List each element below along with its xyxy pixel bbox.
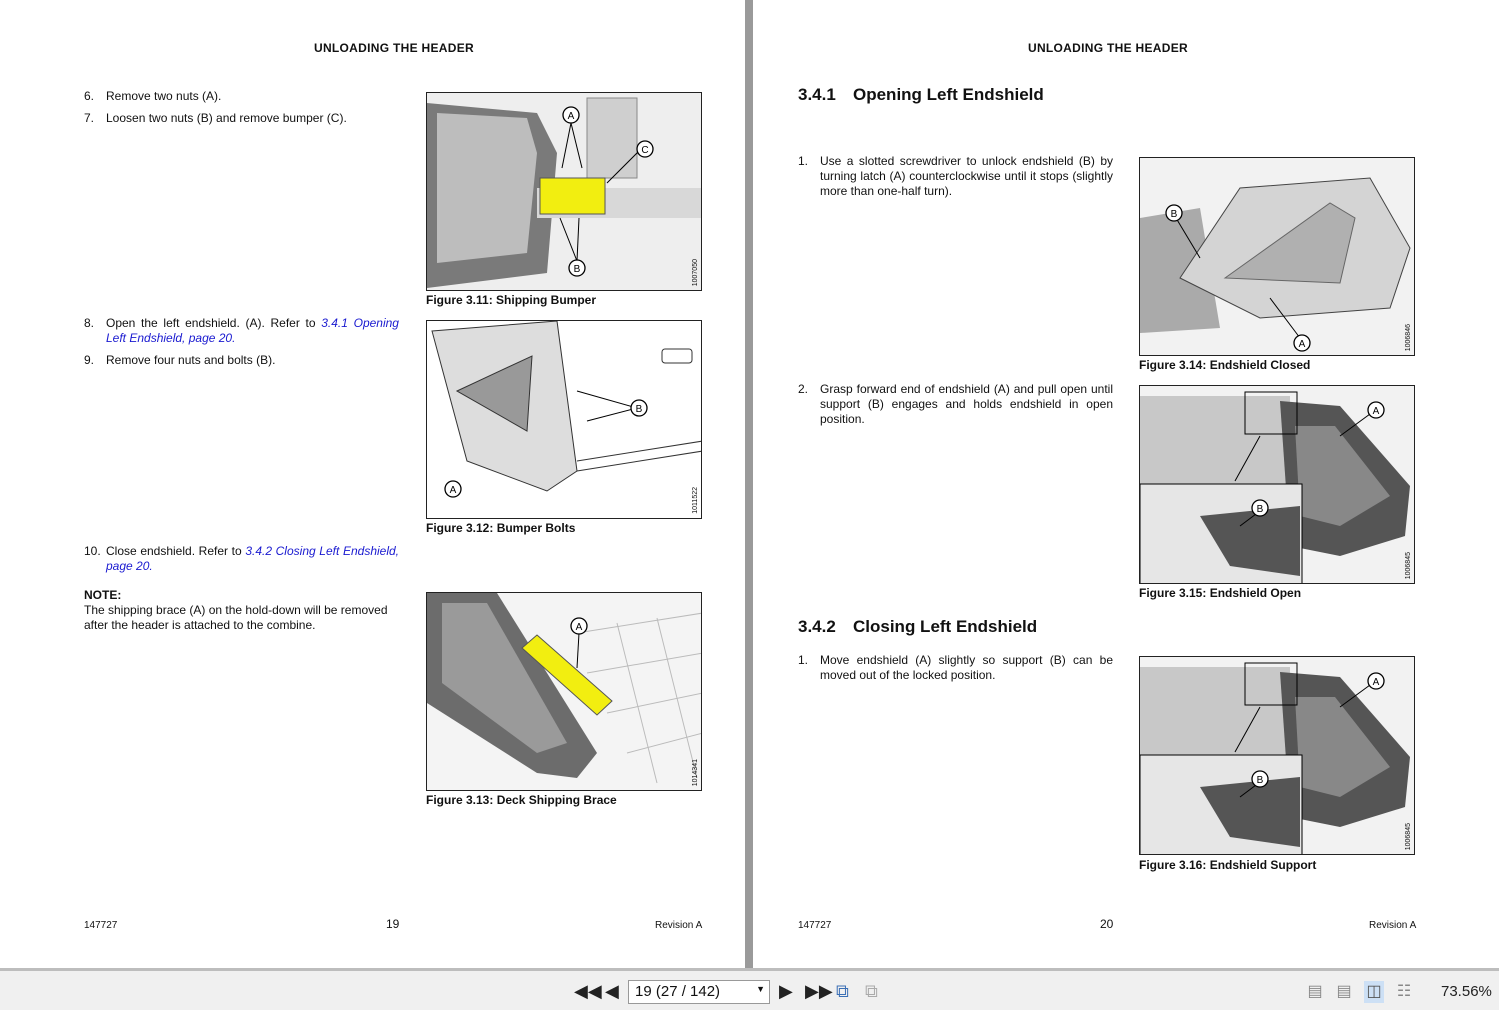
continuous-view-icon[interactable]: ▤ xyxy=(1336,983,1352,1000)
figure-id: 1014341 xyxy=(692,758,699,786)
doc-number: 147727 xyxy=(84,920,118,931)
next-page-button[interactable]: ▶ xyxy=(779,981,793,1001)
two-page-continuous-view-icon[interactable]: ☷ xyxy=(1396,983,1412,1000)
callout-b: B xyxy=(635,404,643,415)
callout-a: A xyxy=(449,485,457,496)
figure-caption: Figure 3.14: Endshield Closed xyxy=(1139,358,1311,372)
callout-a: A xyxy=(1298,339,1306,350)
figure-id: 1006845 xyxy=(1405,551,1412,579)
revision: Revision A xyxy=(1369,920,1417,931)
callout-a: A xyxy=(567,111,575,122)
figure-caption: Figure 3.15: Endshield Open xyxy=(1139,586,1302,600)
brace-illustration xyxy=(427,593,702,791)
single-page-view-icon[interactable]: ▤ xyxy=(1307,983,1323,1000)
callout-b: B xyxy=(573,264,581,275)
note-text: The shipping brace (A) on the hold-down will be removed after the header is attached to the combine. xyxy=(84,603,388,632)
callout-b: B xyxy=(1170,209,1178,220)
link-closing-left-endshield[interactable]: 3.4.2 Closing Left Endshield, page 20 xyxy=(106,544,400,573)
forward-view-icon[interactable]: ⧉ xyxy=(865,981,878,1001)
figure-shipping-bumper xyxy=(426,92,702,291)
running-header: UNLOADING THE HEADER xyxy=(1027,41,1188,55)
note-title: NOTE: xyxy=(84,588,122,602)
callout-a: A xyxy=(1372,677,1380,688)
callout-c: C xyxy=(641,145,649,156)
figure-caption: Figure 3.12: Bumper Bolts xyxy=(426,521,576,535)
bumper-illustration xyxy=(427,93,702,291)
bolts-illustration xyxy=(427,321,702,519)
last-page-button[interactable]: ▶▶ xyxy=(805,981,833,1001)
pdf-page-19: UNLOADING THE HEADER 6. Remove two nuts (A). 7. Loosen two nuts (B) and remove bumper (C). 8. Open the left endshield. (A). Refer to 3.4.1 Opening Left Endshield, page 20. 9. Remove four nuts and bolts (B). 10. Close endshield. Refer to 3.4.2 Closing Left Endshield, page 20. NOTE: The shipping brace (A) on the hold-down will be removed after the header is attached to the combine. A C B 1007050 Figure 3.11: Shipping Bumper B A 1011522 Figure 3.12: Bumper Bolts A 1014341 Figure 3.13: Deck Shipping Brace 147727 19 Revision A xyxy=(0,0,745,968)
first-page-button[interactable]: ◀◀ xyxy=(574,981,602,1001)
callout-b: B xyxy=(1256,504,1264,515)
page-number: 19 xyxy=(386,917,400,931)
link-opening-left-endshield[interactable]: 3.4.1 Opening Left Endshield, page 20 xyxy=(106,316,399,345)
endshield-open-illustration xyxy=(1140,386,1415,584)
two-page-view-icon[interactable]: ◫ xyxy=(1364,981,1384,1003)
callout-a: A xyxy=(575,622,583,633)
figure-caption: Figure 3.13: Deck Shipping Brace xyxy=(426,793,617,807)
figure-caption: Figure 3.11: Shipping Bumper xyxy=(426,293,597,307)
figure-endshield-open xyxy=(1139,385,1415,584)
figure-id: 1006845 xyxy=(1405,822,1412,850)
figure-id: 1007050 xyxy=(692,258,699,286)
section-heading-3-4-2: 3.4.2 Closing Left Endshield xyxy=(798,617,1038,636)
figure-endshield-closed xyxy=(1139,157,1415,356)
zoom-level[interactable]: 73.56% xyxy=(1441,983,1492,1000)
figure-bumper-bolts xyxy=(426,320,702,519)
figure-id: 1006846 xyxy=(1405,323,1412,351)
figure-caption: Figure 3.16: Endshield Support xyxy=(1139,858,1317,872)
page-selector[interactable]: 19 (27 / 142) ▼ xyxy=(628,980,770,1004)
revision: Revision A xyxy=(655,920,703,931)
dropdown-arrow-icon: ▼ xyxy=(756,984,765,994)
callout-a: A xyxy=(1372,406,1380,417)
figure-endshield-support xyxy=(1139,656,1415,855)
section-heading-3-4-1: 3.4.1 Opening Left Endshield xyxy=(798,85,1044,104)
previous-page-button[interactable]: ◀ xyxy=(605,981,619,1001)
figure-deck-shipping-brace xyxy=(426,592,702,791)
figure-id: 1011522 xyxy=(692,487,699,514)
pdf-page-20: UNLOADING THE HEADER 3.4.1 Opening Left Endshield 1. Use a slotted screwdriver to unlock endshield (B) by turning latch (A) counterclockwise until it stops (slightly more than one-half turn). 2. Grasp forward end of endshield (A) and pull open until support (B) engages and holds endshield in open position. 3.4.2 Closing Left Endshield 1. Move endshield (A) slightly so support (B) can be moved out of the locked position. B A 1006846 Figure 3.14: Endshield Closed A B 1006845 Figure 3.15: Endshield Open A B 1006845 Figure 3.16: Endshield Support 147727 20 Revision A xyxy=(753,0,1499,968)
pdf-toolbar xyxy=(0,968,1499,1010)
back-view-icon[interactable]: ⧉ xyxy=(836,981,849,1001)
doc-number: 147727 xyxy=(798,920,832,931)
endshield-closed-illustration xyxy=(1140,158,1415,356)
page-number: 20 xyxy=(1100,917,1114,931)
running-header: UNLOADING THE HEADER xyxy=(313,41,474,55)
endshield-support-illustration xyxy=(1140,657,1415,855)
callout-b: B xyxy=(1256,775,1264,786)
